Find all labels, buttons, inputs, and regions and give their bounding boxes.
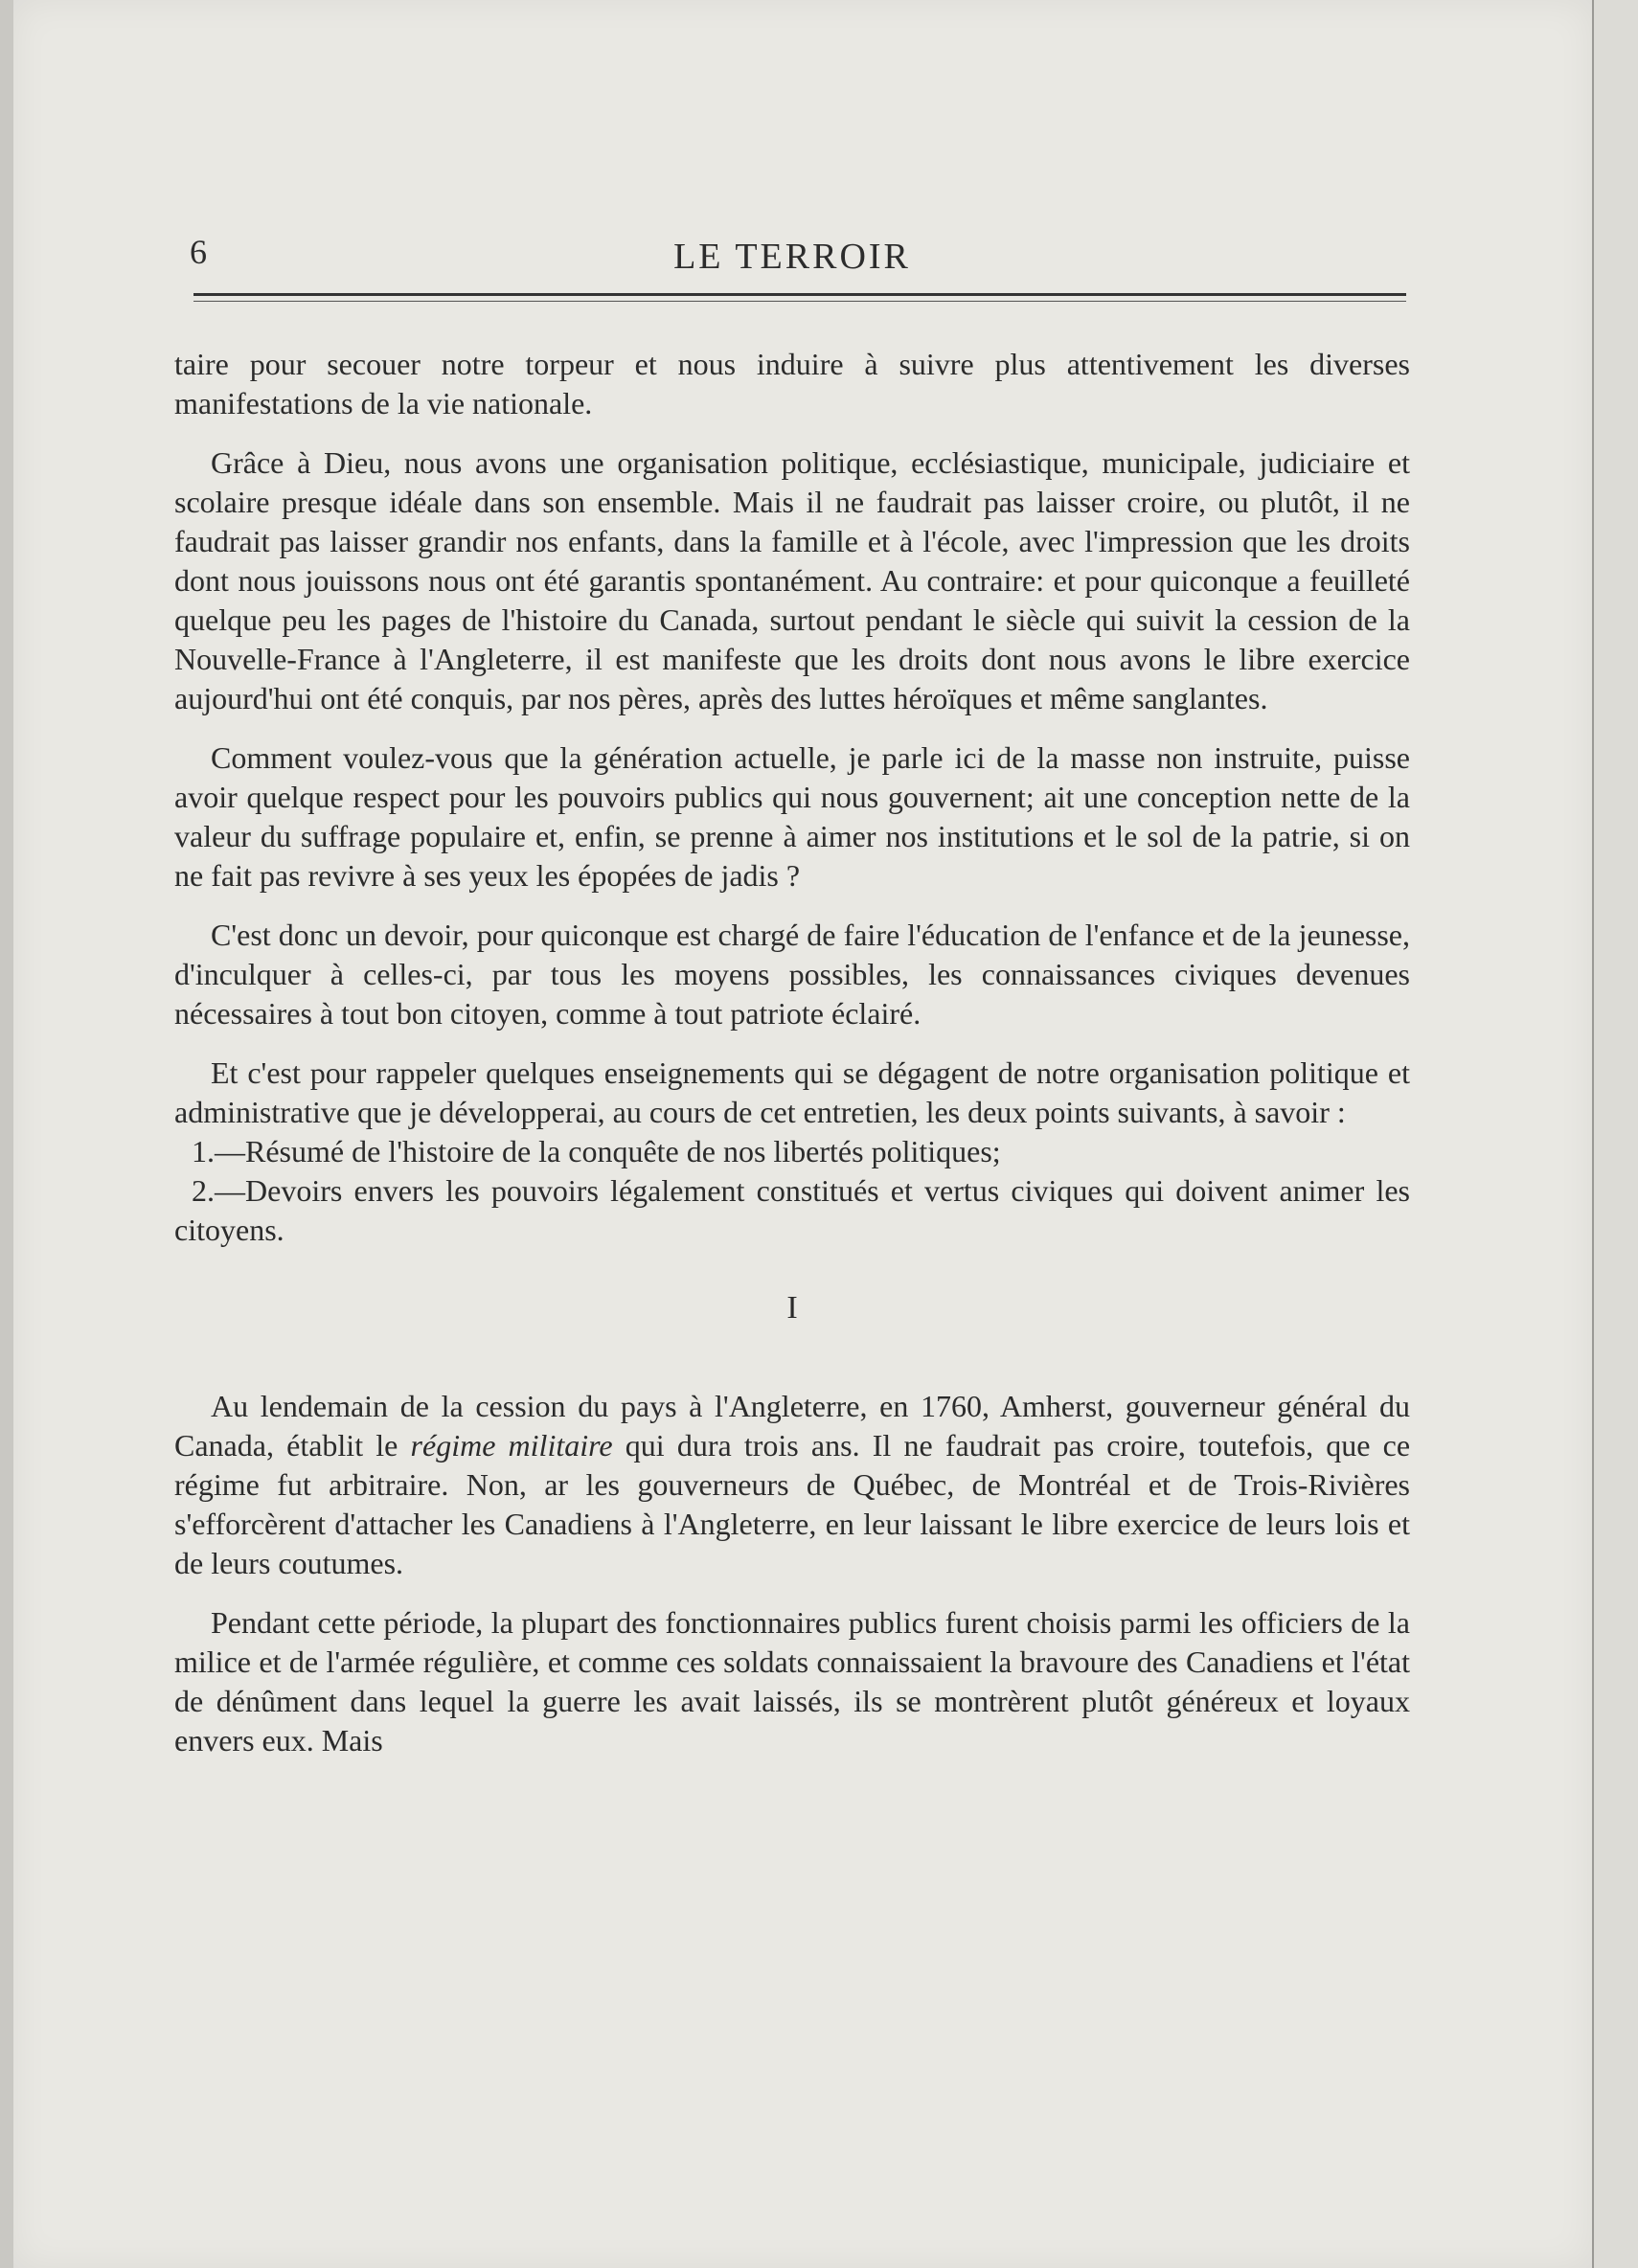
header-rule-thin	[193, 301, 1406, 302]
paragraph-text: Au lendemain de la cession du pays à l'Angleterre, en 1760, Amherst, gouverneur général du Canada, établit le	[174, 1389, 1410, 1463]
page-left-edge	[0, 0, 13, 2268]
paragraph: Grâce à Dieu, nous avons une organisation politique, ecclésiastique, municipale, judiciaire et scolaire presque idéale dans son ensemble. Mais il ne faudrait pas laisser croire, ou plutôt, il ne faudrait pas laisser grandir nos enfants, dans la famille et à l'école, avec l'impression que les droits dont nous jouissons nous ont été garantis spontanément. Au contraire: et pour quiconque a feuilleté quelque peu les pages de l'histoire du Canada, surtout pendant le siècle qui suivit la cession de la Nouvelle-France à l'Angleterre, il est manifeste que les droits dont nous avons le libre exercice aujourd'hui ont été conquis, par nos pères, après des luttes héroïques et même sanglantes.	[174, 445, 1410, 715]
list-item: 1.—Résumé de l'histoire de la conquête de nos libertés politiques;	[192, 1134, 1001, 1168]
paragraph	[174, 1387, 1410, 1583]
section-heading: I	[786, 1290, 798, 1326]
paragraph: taire pour secouer notre torpeur et nous induire à suivre plus attentivement les diverses manifestations de la vie nationale.	[174, 347, 1410, 420]
page-number: 6	[190, 233, 207, 271]
paragraph: Comment voulez-vous que la génération actuelle, je parle ici de la masse non instruite, puisse avoir quelque respect pour les pouvoirs publics qui nous gouvernent; ait une conception nette de la valeur du suffrage populaire et, enfin, se prenne à aimer nos institutions et le sol de la patrie, si on ne fait pas revivre à ses yeux les épopées de jadis ?	[174, 740, 1410, 893]
page-body	[174, 345, 1410, 1780]
page-header	[178, 226, 1406, 284]
page-right-edge	[1592, 0, 1638, 2268]
italic-term: régime militaire	[410, 1428, 613, 1463]
paragraph-text: qui dura trois ans. Il ne faudrait pas croire, toutefois, que ce régime fut arbitraire. Non, ar les gouverneurs de Québec, de Montréal et de Trois-Rivières s'efforcèrent d'attacher les Canadiens à l'Angleterre, en leur laissant le libre exercice de leurs lois et de leurs coutumes.	[174, 1428, 1411, 1580]
paragraph: Et c'est pour rappeler quelques enseignements qui se dégagent de notre organisation politique et administrative que je développerai, au cours de cet entretien, les deux points suivants, à savoir :	[174, 1055, 1410, 1129]
running-title: LE TERROIR	[673, 237, 911, 277]
paragraph: Pendant cette période, la plupart des fonctionnaires publics furent choisis parmi les officiers de la milice et de l'armée régulière, et comme ces soldats connaissaient la bravoure des Canadiens et l'état de dénûment dans lequel la guerre les avait laissés, ils se montrèrent plutôt généreux et loyaux envers eux. Mais	[174, 1605, 1410, 1758]
header-rule	[193, 293, 1406, 296]
list-item: 2.—Devoirs envers les pouvoirs légalement constitués et vertus civiques qui doivent animer les citoyens.	[174, 1173, 1410, 1247]
paragraph: C'est donc un devoir, pour quiconque est chargé de faire l'éducation de l'enfance et de la jeunesse, d'inculquer à celles-ci, par tous les moyens possibles, les connaissances civiques devenues nécessaires à tout bon citoyen, comme à tout patriote éclairé.	[174, 918, 1410, 1031]
